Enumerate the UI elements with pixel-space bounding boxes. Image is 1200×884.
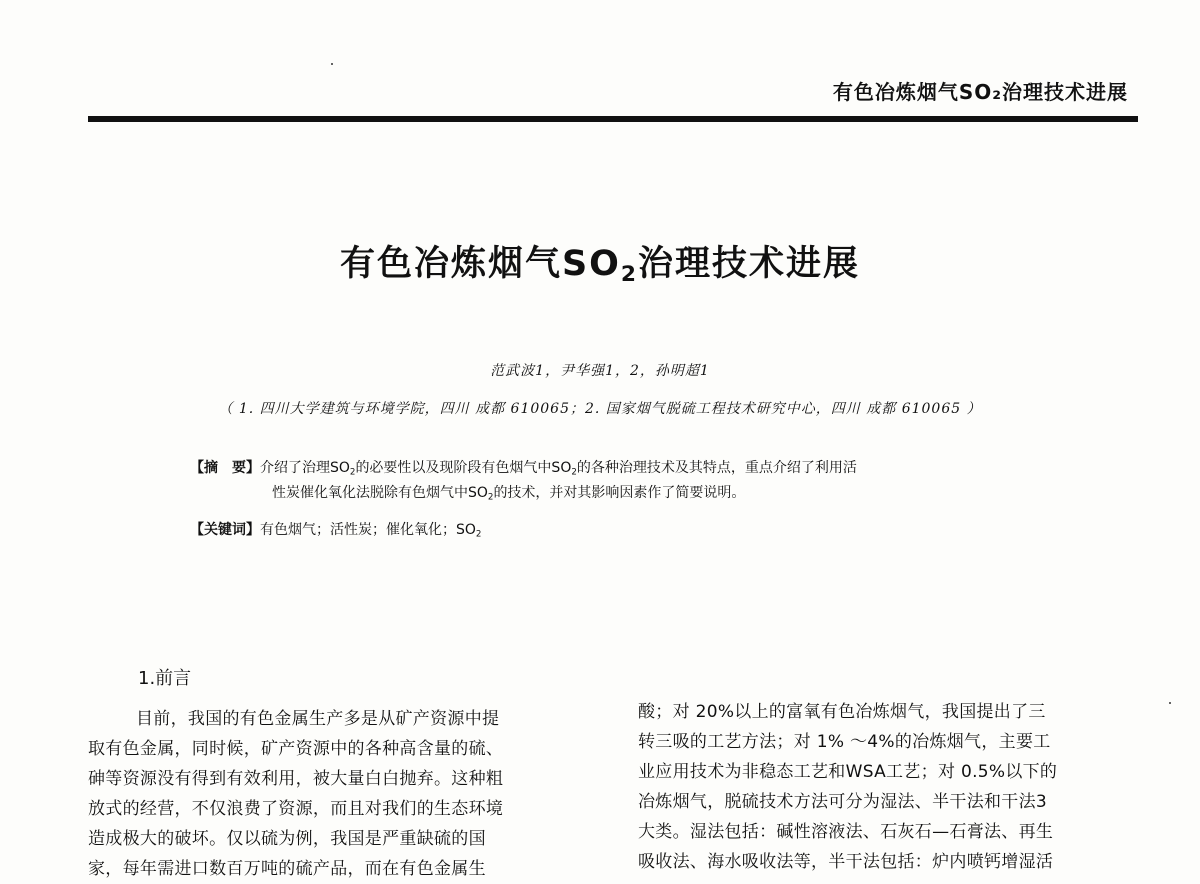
text-line: 目前，我国的有色金属生产多是从矿产资源中提 <box>136 709 500 729</box>
title-rest: 治理技术进展 <box>638 244 861 284</box>
text-line: 放式的经营，不仅浪费了资源，而且对我们的生态环境 <box>88 799 504 819</box>
right-column <box>638 697 1057 877</box>
text-line: 造成极大的破坏。仅以硫为例，我国是严重缺硫的国 <box>88 829 486 849</box>
keywords-label: 【关键词】 <box>190 522 260 538</box>
text-line: 家，每年需进口数百万吨的硫产品，而在有色金属生 <box>88 859 486 879</box>
abstract-label: 【摘 要】 <box>190 460 260 476</box>
text-line: 砷等资源没有得到有效利用，被大量白白抛弃。这种粗 <box>88 769 504 789</box>
text-line: 酸；对 20%以上的富氧有色冶炼烟气，我国提出了三 <box>638 702 1046 722</box>
abstract-line-1: 【摘 要】介绍了治理$SO_2$的必要性以及现阶段有色烟气中$SO_2$的各种治理技术及其特点，重点介绍了利用活 <box>190 460 857 478</box>
running-header: 有色冶炼烟气SO₂治理技术进展 <box>832 80 1128 104</box>
affiliation: （ 1. 四川大学建筑与环境学院，四川 成都 610065；2. 国家烟气脱硫工程技术研究中心，四川 成都 610065 ） <box>218 401 982 417</box>
title-main: 有色冶炼烟气SO <box>339 244 621 284</box>
header-rule <box>88 116 1138 122</box>
section-heading: 1.前言 <box>138 668 192 689</box>
text-line: 冶炼烟气，脱硫技术方法可分为湿法、半干法和干法3 <box>638 792 1048 812</box>
left-column <box>88 704 503 884</box>
text-line: 业应用技术为非稳态工艺和WSA工艺；对 0.5%以下的 <box>638 762 1058 782</box>
author-list: 范武波1，尹华强1，2，孙明超1 <box>490 363 710 379</box>
scan-speck <box>1169 702 1171 704</box>
text-line: 大类。湿法包括：碱性溶液法、石灰石—石膏法、再生 <box>638 822 1054 842</box>
text-line: 取有色金属，同时候，矿产资源中的各种高含量的硫、 <box>88 739 504 759</box>
paper-title <box>0 236 1200 286</box>
keywords: 【关键词】有色烟气；活性炭；催化氧化；$SO_2$ <box>190 522 482 540</box>
text-line: 吸收法、海水吸收法等，半干法包括：炉内喷钙增湿活 <box>638 852 1054 872</box>
scan-speck <box>331 63 333 65</box>
title-subscript: 2 <box>620 262 639 288</box>
text-line: 转三吸的工艺方法；对 1% ～4%的冶炼烟气，主要工 <box>638 732 1051 752</box>
abstract-line-2: 性炭催化氧化法脱除有色烟气中$SO_2$的技术，并对其影响因素作了简要说明。 <box>272 485 746 503</box>
